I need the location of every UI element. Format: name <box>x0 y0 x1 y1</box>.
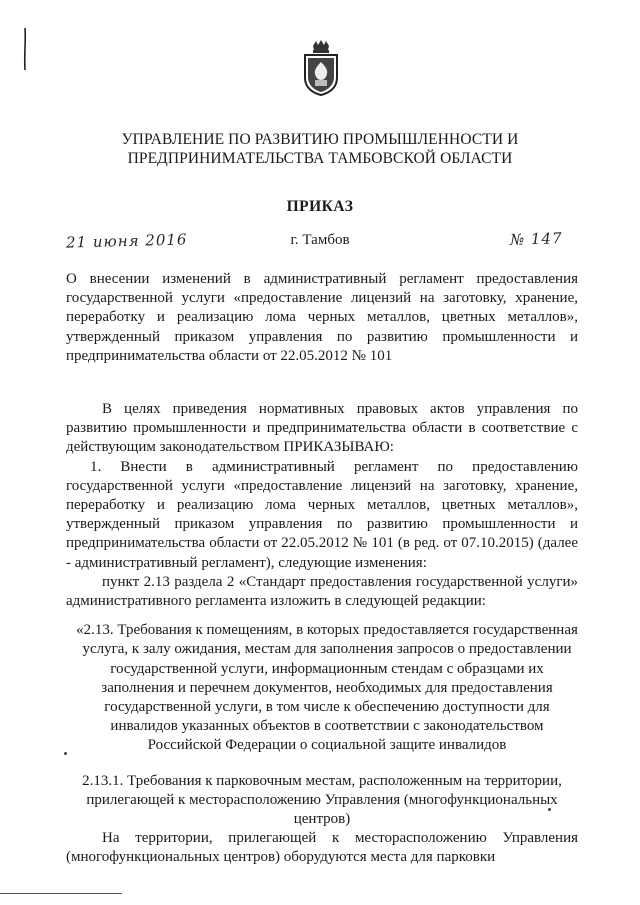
handwritten-number: № 147 <box>509 229 563 249</box>
preamble: В целях приведения нормативных правовых актов управления по развитию промышленности и предпринимательства области в соответствие с действующим законодательством ПРИКАЗЫВАЮ: <box>66 401 578 456</box>
city: г. Тамбов <box>290 232 350 248</box>
document-type: ПРИКАЗ <box>286 198 354 215</box>
org-line-1: УПРАВЛЕНИЕ ПО РАЗВИТИЮ ПРОМЫШЛЕННОСТИ И <box>121 131 519 148</box>
point-2-13-instruction: пункт 2.13 раздела 2 «Стандарт предоставления государственной услуги» административного регламента изложить в следующей редакции: <box>66 573 578 610</box>
scan-speck <box>548 808 551 811</box>
tambov-coat-of-arms-icon <box>301 40 341 96</box>
subsection-2-13-1-heading: 2.13.1. Требования к парковочным местам, расположенным на территории, прилегающей к месторасположению Управления (многофункциональных центров) <box>82 772 562 828</box>
scan-speck <box>64 752 67 755</box>
organization-name <box>70 130 570 168</box>
handwritten-margin-mark <box>20 26 30 72</box>
final-paragraph: На территории, прилегающей к месторасположению Управления (многофункциональных центров) оборудуются места для парковки <box>66 830 578 866</box>
order-body <box>66 400 578 868</box>
footer-rule <box>0 893 122 894</box>
order-subject: О внесении изменений в административный регламент предоставления государственной услуги «предоставление лицензий на заготовку, хранение, переработку и реализацию лома черных металлов, цветных металлов», утвержденный приказом управления по развитию промышленности и предпринимательства области от 22.05.2012 № 101 <box>66 271 578 364</box>
handwritten-date: 21 июня 2016 <box>65 230 188 252</box>
item-1: 1. Внести в административный регламент по предоставлению государственной услуги «предоставление лицензий на заготовку, хранение, переработку и реализацию лома черных металлов, цветных металлов», утвержденный приказом управления по развитию промышленности и предпринимательства области от 22.05.2012 № 101 (в ред. от 07.10.2015) (далее - административный регламент), следующие изменения: <box>66 458 578 571</box>
quoted-section-2-13: «2.13. Требования к помещениям, в которых предоставляется государственная услуга, к залу ожидания, местам для заполнения запросов о предоставлении государственной услуги, информационным стендам с образцами их заполнения и перечнем документов, необходимых для предоставления государственной услуги, в том числе к обеспечению доступности для инвалидов указанных объектов в соответствии с законодательством Российской Федерации о социальной защите инвалидов <box>76 622 578 754</box>
org-line-2: ПРЕДПРИНИМАТЕЛЬСТВА ТАМБОВСКОЙ ОБЛАСТИ <box>127 150 513 167</box>
